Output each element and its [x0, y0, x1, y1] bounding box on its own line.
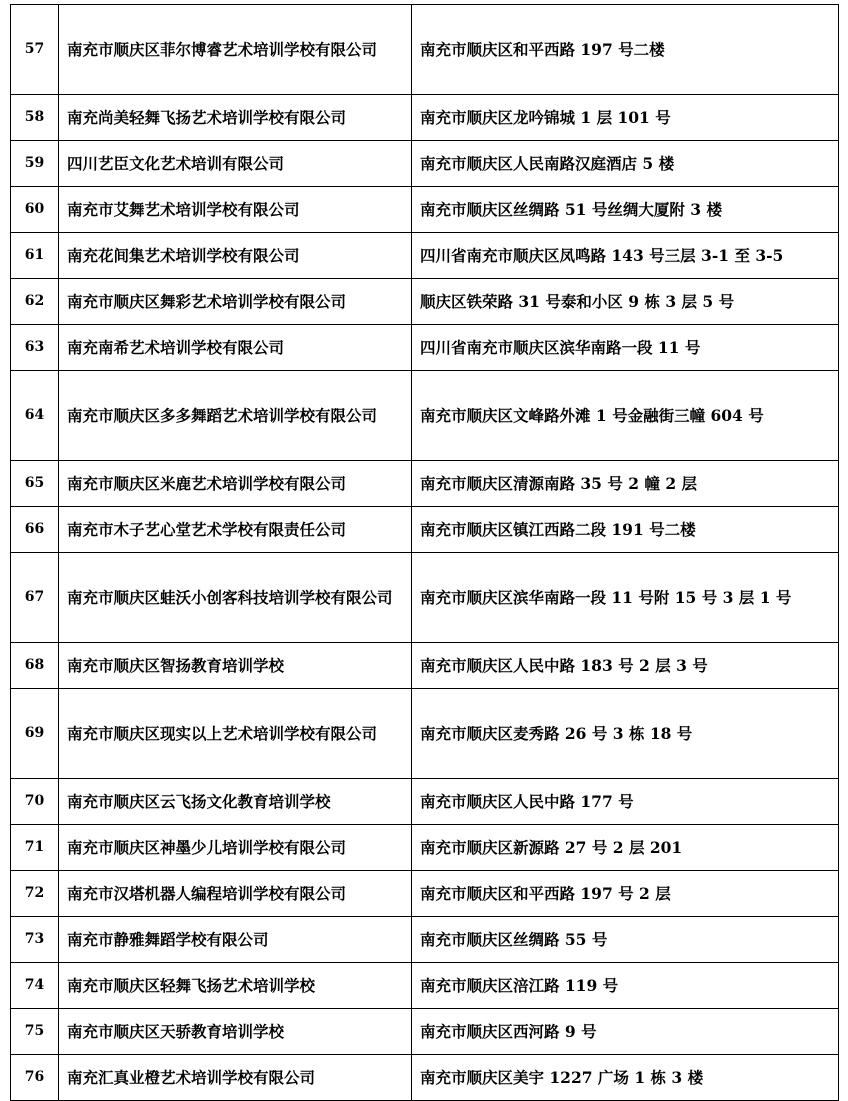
school-address: 南充市顺庆区文峰路外滩 1 号金融街三幢 604 号	[412, 371, 839, 461]
table-row	[11, 279, 839, 325]
school-address: 南充市顺庆区人民中路 177 号	[412, 779, 839, 825]
school-name: 南充市静雅舞蹈学校有限公司	[59, 917, 412, 963]
school-address: 南充市顺庆区美宇 1227 广场 1 栋 3 楼	[412, 1055, 839, 1101]
school-name: 南充南希艺术培训学校有限公司	[59, 325, 412, 371]
school-address: 四川省南充市顺庆区滨华南路一段 11 号	[412, 325, 839, 371]
table-row	[11, 1009, 839, 1055]
school-name: 南充市顺庆区云飞扬文化教育培训学校	[59, 779, 412, 825]
row-number: 73	[11, 917, 59, 963]
table-row	[11, 507, 839, 553]
table-row	[11, 1055, 839, 1101]
school-name: 南充市顺庆区蛙沃小创客科技培训学校有限公司	[59, 553, 412, 643]
school-address: 顺庆区铁荣路 31 号泰和小区 9 栋 3 层 5 号	[412, 279, 839, 325]
row-number: 66	[11, 507, 59, 553]
table-row	[11, 371, 839, 461]
table-row	[11, 325, 839, 371]
school-name: 南充尚美轻舞飞扬艺术培训学校有限公司	[59, 95, 412, 141]
school-name: 南充花间集艺术培训学校有限公司	[59, 233, 412, 279]
school-address: 南充市顺庆区丝绸路 55 号	[412, 917, 839, 963]
table-row	[11, 95, 839, 141]
school-name: 南充市顺庆区舞彩艺术培训学校有限公司	[59, 279, 412, 325]
table-row	[11, 643, 839, 689]
school-address: 南充市顺庆区镇江西路二段 191 号二楼	[412, 507, 839, 553]
row-number: 70	[11, 779, 59, 825]
school-address: 南充市顺庆区人民中路 183 号 2 层 3 号	[412, 643, 839, 689]
table-row	[11, 963, 839, 1009]
school-name: 南充市顺庆区轻舞飞扬艺术培训学校	[59, 963, 412, 1009]
row-number: 65	[11, 461, 59, 507]
row-number: 60	[11, 187, 59, 233]
school-address: 南充市顺庆区龙吟锦城 1 层 101 号	[412, 95, 839, 141]
table-row	[11, 5, 839, 95]
row-number: 64	[11, 371, 59, 461]
table-body	[11, 5, 839, 1101]
school-name: 南充市顺庆区菲尔博睿艺术培训学校有限公司	[59, 5, 412, 95]
school-name: 南充市艾舞艺术培训学校有限公司	[59, 187, 412, 233]
school-address: 南充市顺庆区清源南路 35 号 2 幢 2 层	[412, 461, 839, 507]
row-number: 72	[11, 871, 59, 917]
row-number: 59	[11, 141, 59, 187]
table-row	[11, 689, 839, 779]
row-number: 62	[11, 279, 59, 325]
row-number: 69	[11, 689, 59, 779]
table-row	[11, 917, 839, 963]
row-number: 71	[11, 825, 59, 871]
table-row	[11, 825, 839, 871]
school-name: 南充市汉塔机器人编程培训学校有限公司	[59, 871, 412, 917]
school-name: 四川艺臣文化艺术培训有限公司	[59, 141, 412, 187]
school-address: 南充市顺庆区西河路 9 号	[412, 1009, 839, 1055]
school-name: 南充市顺庆区多多舞蹈艺术培训学校有限公司	[59, 371, 412, 461]
school-address: 南充市顺庆区人民南路汉庭酒店 5 楼	[412, 141, 839, 187]
table-row	[11, 779, 839, 825]
row-number: 63	[11, 325, 59, 371]
table-row	[11, 461, 839, 507]
school-address: 四川省南充市顺庆区凤鸣路 143 号三层 3-1 至 3-5	[412, 233, 839, 279]
school-address: 南充市顺庆区麦秀路 26 号 3 栋 18 号	[412, 689, 839, 779]
school-address: 南充市顺庆区和平西路 197 号二楼	[412, 5, 839, 95]
row-number: 76	[11, 1055, 59, 1101]
table-row	[11, 233, 839, 279]
row-number: 61	[11, 233, 59, 279]
table-row	[11, 141, 839, 187]
school-list-table	[10, 4, 839, 1101]
table-row	[11, 871, 839, 917]
school-name: 南充市顺庆区天骄教育培训学校	[59, 1009, 412, 1055]
row-number: 74	[11, 963, 59, 1009]
table-row	[11, 187, 839, 233]
row-number: 58	[11, 95, 59, 141]
school-name: 南充市顺庆区现实以上艺术培训学校有限公司	[59, 689, 412, 779]
row-number: 57	[11, 5, 59, 95]
row-number: 75	[11, 1009, 59, 1055]
table-row	[11, 553, 839, 643]
school-address: 南充市顺庆区新源路 27 号 2 层 201	[412, 825, 839, 871]
school-name: 南充市顺庆区米鹿艺术培训学校有限公司	[59, 461, 412, 507]
school-name: 南充市顺庆区智扬教育培训学校	[59, 643, 412, 689]
row-number: 68	[11, 643, 59, 689]
school-address: 南充市顺庆区涪江路 119 号	[412, 963, 839, 1009]
school-address: 南充市顺庆区丝绸路 51 号丝绸大厦附 3 楼	[412, 187, 839, 233]
school-name: 南充汇真业橙艺术培训学校有限公司	[59, 1055, 412, 1101]
school-name: 南充市木子艺心堂艺术学校有限责任公司	[59, 507, 412, 553]
school-name: 南充市顺庆区神墨少儿培训学校有限公司	[59, 825, 412, 871]
row-number: 67	[11, 553, 59, 643]
school-address: 南充市顺庆区滨华南路一段 11 号附 15 号 3 层 1 号	[412, 553, 839, 643]
school-address: 南充市顺庆区和平西路 197 号 2 层	[412, 871, 839, 917]
